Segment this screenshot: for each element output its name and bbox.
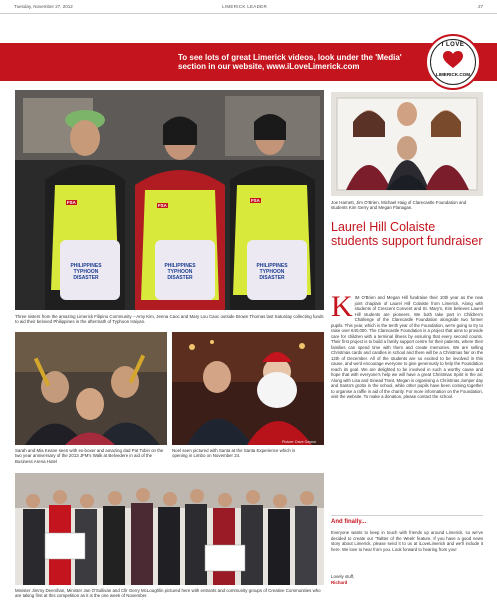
heart-icon: [443, 51, 463, 69]
column-divider: [331, 515, 483, 516]
right-photo-caption: Joe Harnett, Jim O'Brien, Michael Haig of Clarecastle Foundation and students Kim Gerry and Megan Flanagan.: [331, 200, 467, 211]
santa-photo-caption: Noel seen pictured with Santa at the Santa Experience which is opening in Limbo on November 24.: [172, 448, 296, 459]
main-photo-caption: Three sisters from the amazing Limerick Filipino Community – Amy Kim, Jenna Caoc and Mary Lou Caoc outside Brown Thomas last Saturday collecting funds to aid their beloved Philippines in the aftermath of Typhoon Haiyan.: [15, 314, 324, 325]
drop-cap: K: [331, 290, 353, 323]
vest-badge-1: FSA: [67, 200, 76, 205]
page-date: Tuesday, November 27, 2012: [14, 4, 73, 9]
logo-bottom-text: LIMERICK.COM: [435, 72, 471, 77]
photo-group-creative-communities: [15, 473, 324, 585]
signoff-name: Richard: [331, 579, 348, 585]
signoff: [331, 574, 354, 585]
photo-walk-anniversary: [15, 332, 167, 445]
photo-laurel-hill-students: [331, 92, 483, 196]
promo-banner: [0, 43, 497, 81]
newspaper-name: LIMERICK LEADER: [222, 4, 268, 9]
logo-top-text: I LOVE: [441, 42, 465, 48]
page-number: 27: [477, 4, 483, 9]
article-body-text: IM O'Brien and Megan Hill fundraise their 10th year as the new joint chaplain of Laurel Hill Colaiste from Limerick. Along with students of Crescent Convent and St. Mary's, Kim believes Laurel Hill students are pioneers. We both take part in Children's Challenge of the Clarecastle Foundation alongside two former pupils. This year, which is the tenth year of the Foundation, we're going to try to raise over €40,000. The Clarecastle Foundation is a project that aims to provide care for children with a terminal illness by ensuring that every second counts. Their first project is to build a family support centre for their patients, where their families can spend time with them and create memories. We are selling Christmas cards and candles in school and there will be a Christmas fair on the 12th of December. All of the students are so excited to be involved in this cause, and we'd encourage everyone to give generously to help the Foundation reach its goal. We are delighted to be involved in such a worthy cause and hope that with everyone's help we will have a great Christmas Spirit in the air. Along with Lisa and Sinead Trant, Megan is organising a Christmas Jumper day and Santa's grotto in the school, while other pupils have been coming together to organise a raffle in aid of the charity. For more information on the Foundation, visit the website. To make a donation, please contact the school.: [331, 295, 483, 399]
and-finally-heading: And finally...: [331, 519, 367, 525]
bucket-label-2: PHILIPPINES TYPHOON DISASTER: [164, 263, 196, 281]
walk-photo-caption: Sarah and Mia Keane seen with ex-boxer and amazing dad Pat Tobin on the two year anniversary of the 2013 JFM's Walk at Belvedere in aid of the Business Arena Hotel: [15, 448, 164, 464]
article-body: [331, 290, 483, 400]
signoff-line: Lovely stuff,: [331, 574, 355, 579]
vest-badge-2: FSA: [158, 203, 167, 208]
promo-text: To see lots of great Limerick videos, look under the 'Media' section in our website, www.iLoveLimerick.com: [178, 53, 402, 71]
group-photo-caption: Minister Jimmy Deenihan, Minister Jan O'Sullivan and Cllr Gerry McLoughlin pictured here with entrants and community groups of Creative Communities who are taking first at this competition as it is the one week of November.: [15, 588, 321, 599]
santa-photo-credit: Picture: Dave Gaynor: [282, 440, 317, 444]
article-headline: Laurel Hill Colaiste students support fundraiser: [331, 220, 483, 248]
photo-santa: [172, 332, 324, 445]
page-header-bar: [0, 0, 497, 14]
and-finally-text: Everyone wants to keep in touch with friends up around Limerick, so we've decided to create our 'Twitter of the Week' feature. If you have a good news story about Limerick, please send it to us at iLoveLimerick and we'll include it here. We love to hear from you. Look forward to hearing from you!: [331, 530, 483, 552]
vest-badge-3: FSA: [251, 198, 260, 203]
bucket-label-1: PHILIPPINES TYPHOON DISASTER: [70, 263, 102, 281]
bucket-label-3: PHILIPPINES TYPHOON DISASTER: [256, 263, 288, 281]
ilovelimerick-logo: [425, 34, 481, 90]
